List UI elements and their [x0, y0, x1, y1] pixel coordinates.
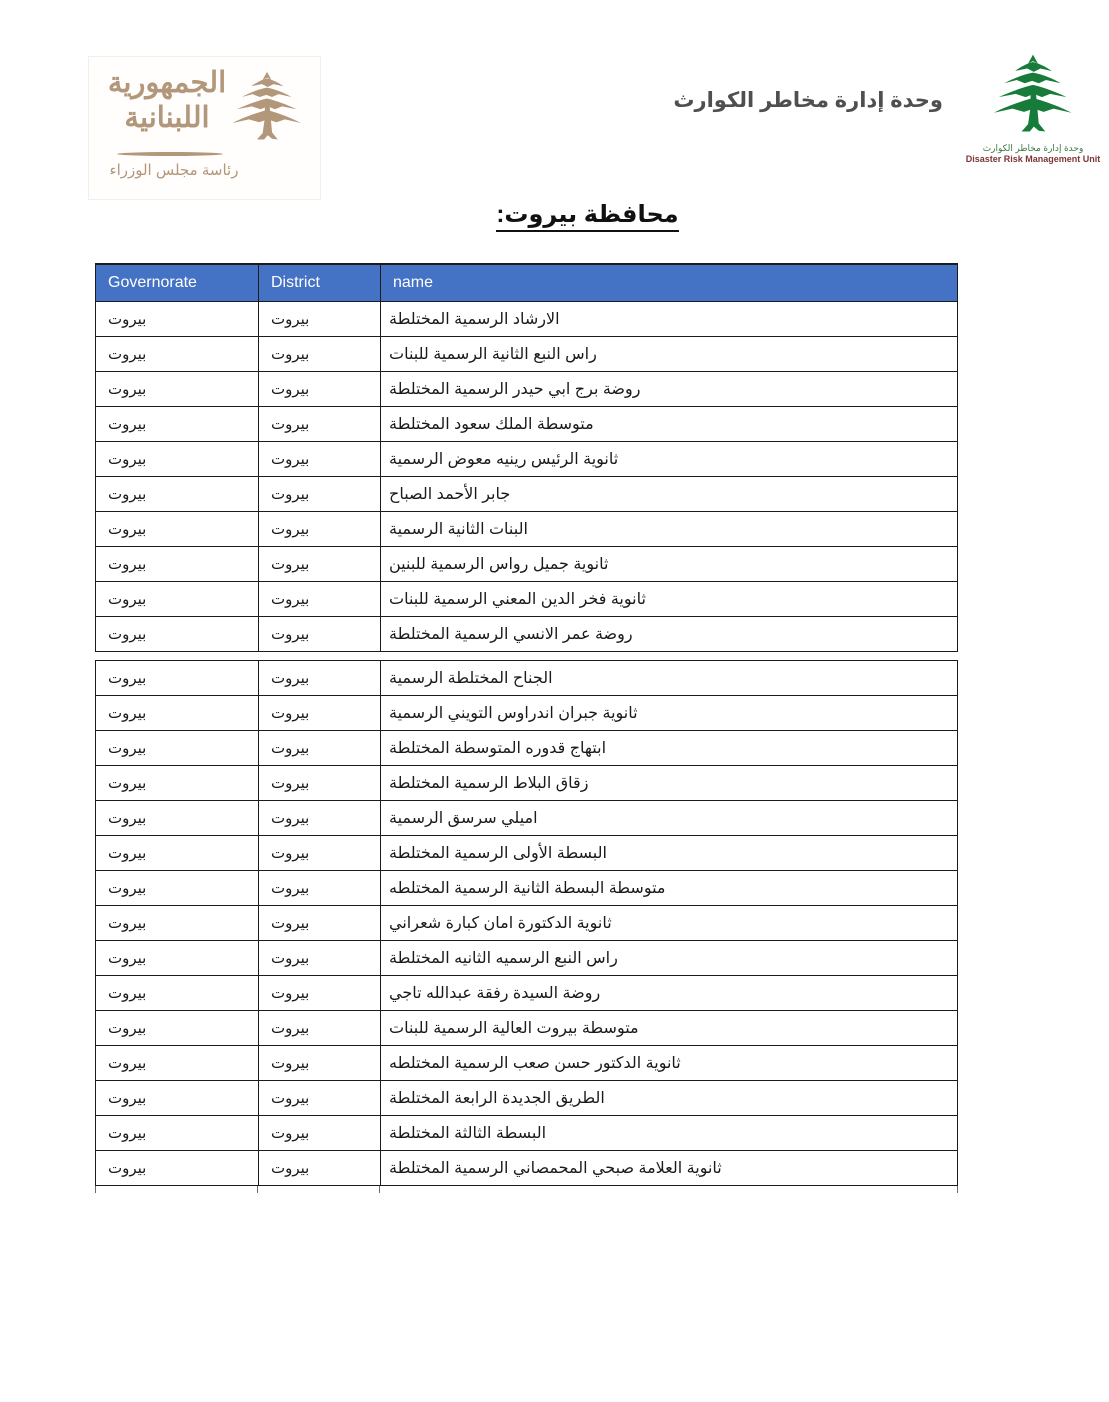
cell-governorate: بيروت: [96, 336, 259, 371]
table-row: [96, 835, 958, 870]
cell-school-name: روضة السيدة رفقة عبدالله تاجي: [381, 975, 958, 1010]
table-header-row: [96, 264, 958, 301]
cell-governorate: بيروت: [96, 1010, 259, 1045]
cell-governorate: بيروت: [96, 800, 259, 835]
republic-logo-top: [107, 65, 303, 151]
table-row: [96, 975, 958, 1010]
table-row: [96, 301, 958, 336]
cell-governorate: بيروت: [96, 441, 259, 476]
cell-district: بيروت: [259, 546, 381, 581]
cell-district: بيروت: [259, 765, 381, 800]
cell-district: بيروت: [259, 975, 381, 1010]
cell-school-name: الطريق الجديدة الرابعة المختلطة: [381, 1080, 958, 1115]
cell-district: بيروت: [259, 616, 381, 651]
table-row: [96, 616, 958, 651]
schools-table-section-1: [95, 263, 958, 652]
cell-district: بيروت: [259, 800, 381, 835]
cell-school-name: ثانوية العلامة صبحي المحمصاني الرسمية المختلطة: [381, 1150, 958, 1185]
table-row: [96, 581, 958, 616]
cell-governorate: بيروت: [96, 546, 259, 581]
republic-calligraphy-line1: الجمهورية: [107, 65, 227, 99]
cell-district: بيروت: [259, 1010, 381, 1045]
cell-school-name: ثانوية الدكتورة امان كبارة شعراني: [381, 905, 958, 940]
cell-district: بيروت: [259, 905, 381, 940]
cell-district: بيروت: [259, 1115, 381, 1150]
cell-governorate: بيروت: [96, 301, 259, 336]
cell-school-name: راس النبع الثانية الرسمية للبنات: [381, 336, 958, 371]
table-row: [96, 511, 958, 546]
cell-governorate: بيروت: [96, 765, 259, 800]
cell-school-name: ثانوية فخر الدين المعني الرسمية للبنات: [381, 581, 958, 616]
cell-governorate: بيروت: [96, 511, 259, 546]
col-header-district: District: [259, 264, 381, 301]
cell-governorate: بيروت: [96, 940, 259, 975]
cell-school-name: جابر الأحمد الصباح: [381, 476, 958, 511]
cell-school-name: ثانوية جميل رواس الرسمية للبنين: [381, 546, 958, 581]
cell-district: بيروت: [259, 371, 381, 406]
cell-district: بيروت: [259, 301, 381, 336]
cell-school-name: اميلي سرسق الرسمية: [381, 800, 958, 835]
republic-calligraphy-line2: اللبنانية: [124, 100, 210, 135]
table-row: [96, 1150, 958, 1185]
cell-governorate: بيروت: [96, 870, 259, 905]
cell-district: بيروت: [259, 441, 381, 476]
cell-district: بيروت: [259, 1150, 381, 1185]
cell-school-name: ثانوية الدكتور حسن صعب الرسمية المختلطه: [381, 1045, 958, 1080]
table-row: [96, 730, 958, 765]
table-row: [96, 905, 958, 940]
cell-school-name: روضة برج ابي حيدر الرسمية المختلطة: [381, 371, 958, 406]
cell-school-name: البسطة الثالثة المختلطة: [381, 1115, 958, 1150]
cell-school-name: راس النبع الرسميه الثانيه المختلطة: [381, 940, 958, 975]
table-row: [96, 660, 958, 695]
cell-district: بيروت: [259, 695, 381, 730]
schools-table: [95, 263, 958, 1194]
cell-school-name: متوسطة الملك سعود المختلطة: [381, 406, 958, 441]
cell-district: بيروت: [259, 835, 381, 870]
cell-district: بيروت: [259, 511, 381, 546]
cell-school-name: متوسطة بيروت العالية الرسمية للبنات: [381, 1010, 958, 1045]
cedar-tree-green-icon: [987, 53, 1079, 143]
cell-governorate: بيروت: [96, 616, 259, 651]
cell-governorate: بيروت: [96, 581, 259, 616]
cell-governorate: بيروت: [96, 660, 259, 695]
table-section-gap: [95, 652, 958, 660]
cell-district: بيروت: [259, 730, 381, 765]
drm-caption-arabic: وحدة إدارة مخاطر الكوارث: [982, 143, 1084, 153]
cell-school-name: ثانوية جبران اندراوس التويني الرسمية: [381, 695, 958, 730]
table-row: [96, 765, 958, 800]
table-row: [96, 940, 958, 975]
cell-school-name: الجناح المختلطة الرسمية: [381, 660, 958, 695]
table-row: [96, 406, 958, 441]
drm-unit-logo: [958, 53, 1108, 166]
cell-school-name: ثانوية الرئيس رينيه معوض الرسمية: [381, 441, 958, 476]
cell-district: بيروت: [259, 870, 381, 905]
cell-governorate: بيروت: [96, 695, 259, 730]
cell-district: بيروت: [259, 581, 381, 616]
cell-governorate: بيروت: [96, 835, 259, 870]
cell-school-name: متوسطة البسطة الثانية الرسمية المختلطه: [381, 870, 958, 905]
table-row: [96, 1080, 958, 1115]
cell-school-name: البسطة الأولى الرسمية المختلطة: [381, 835, 958, 870]
cell-district: بيروت: [259, 660, 381, 695]
table-row: [96, 800, 958, 835]
next-page-row-stubs: [95, 1186, 958, 1194]
drm-unit-title: وحدة إدارة مخاطر الكوارث: [673, 89, 943, 112]
cell-governorate: بيروت: [96, 1045, 259, 1080]
cell-district: بيروت: [259, 406, 381, 441]
table-row: [96, 441, 958, 476]
table-row: [96, 336, 958, 371]
cedar-tree-tan-icon: [231, 69, 303, 151]
table-row: [96, 1045, 958, 1080]
cell-governorate: بيروت: [96, 476, 259, 511]
drm-caption-english: Disaster Risk Management Unit: [965, 154, 1101, 165]
cell-school-name: زقاق البلاط الرسمية المختلطة: [381, 765, 958, 800]
lebanese-republic-logo: [88, 56, 321, 200]
logo-divider-swoosh: [117, 152, 223, 156]
page-title: محافظة بيروت:: [0, 193, 1109, 232]
col-header-governorate: Governorate: [96, 264, 259, 301]
cell-governorate: بيروت: [96, 1080, 259, 1115]
table-row: [96, 546, 958, 581]
cell-governorate: بيروت: [96, 406, 259, 441]
council-of-ministers-label: رئاسة مجلس الوزراء: [109, 162, 239, 179]
col-header-name: name: [381, 264, 958, 301]
table-row: [96, 1115, 958, 1150]
cell-governorate: بيروت: [96, 730, 259, 765]
cell-school-name: ابتهاج قدوره المتوسطة المختلطة: [381, 730, 958, 765]
table-row: [96, 1010, 958, 1045]
cell-district: بيروت: [259, 1080, 381, 1115]
cell-governorate: بيروت: [96, 975, 259, 1010]
cell-district: بيروت: [259, 940, 381, 975]
cell-district: بيروت: [259, 1045, 381, 1080]
cell-governorate: بيروت: [96, 371, 259, 406]
cell-governorate: بيروت: [96, 1150, 259, 1185]
republic-calligraphy: [107, 65, 227, 136]
table-row: [96, 870, 958, 905]
table-row: [96, 476, 958, 511]
cell-district: بيروت: [259, 336, 381, 371]
cell-district: بيروت: [259, 476, 381, 511]
cell-school-name: البنات الثانية الرسمية: [381, 511, 958, 546]
cell-school-name: روضة عمر الانسي الرسمية المختلطة: [381, 616, 958, 651]
schools-table-section-2: [95, 660, 958, 1186]
table-row: [96, 695, 958, 730]
cell-governorate: بيروت: [96, 905, 259, 940]
cell-school-name: الارشاد الرسمية المختلطة: [381, 301, 958, 336]
cell-governorate: بيروت: [96, 1115, 259, 1150]
table-row: [96, 371, 958, 406]
